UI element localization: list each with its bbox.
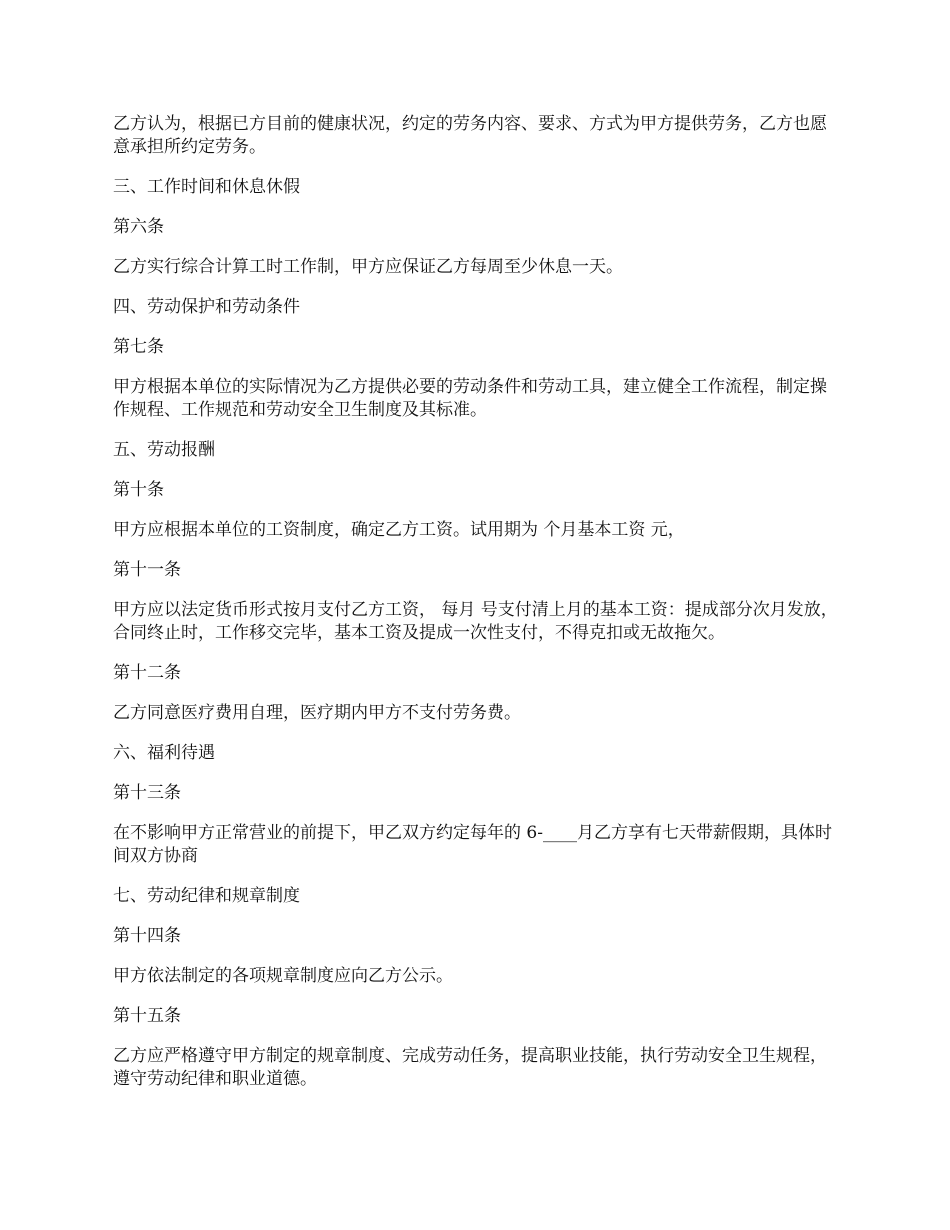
article-15-text: 乙方应严格遵守甲方制定的规章制度、完成劳动任务，提高职业技能，执行劳动安全卫生规程，遵守劳动纪律和职业道德。	[113, 1046, 827, 1089]
article-10-heading: 第十条	[113, 480, 164, 500]
article-7-text: 甲方根据本单位的实际情况为乙方提供必要的劳动条件和劳动工具，建立健全工作流程，制定操作规程、工作规范和劳动安全卫生制度及其标准。	[113, 377, 827, 420]
article-14-heading: 第十四条	[113, 926, 181, 946]
section-heading-working-hours: 三、工作时间和休息休假	[113, 177, 300, 197]
section-heading-welfare: 六、福利待遇	[113, 743, 215, 763]
article-13-text: 在不影响甲方正常营业的前提下，甲乙双方约定每年的 6-____月乙方享有七天带薪假期，具体时间双方协商	[113, 823, 832, 866]
section-heading-remuneration: 五、劳动报酬	[113, 440, 215, 460]
paragraph-health-statement: 乙方认为，根据已方目前的健康状况，约定的劳务内容、要求、方式为甲方提供劳务，乙方也愿意承担所约定劳务。	[113, 114, 827, 157]
article-6-heading: 第六条	[113, 217, 164, 237]
section-heading-labor-protection: 四、劳动保护和劳动条件	[113, 297, 300, 317]
section-heading-discipline: 七、劳动纪律和规章制度	[113, 886, 300, 906]
article-13-heading: 第十三条	[113, 783, 181, 803]
article-6-text: 乙方实行综合计算工时工作制，甲方应保证乙方每周至少休息一天。	[113, 257, 623, 277]
article-11-text: 甲方应以法定货币形式按月支付乙方工资， 每月 号支付清上月的基本工资：提成部分次月发放，合同终止时，工作移交完毕，基本工资及提成一次性支付，不得克扣或无故拖欠。	[113, 600, 838, 643]
article-15-heading: 第十五条	[113, 1006, 181, 1026]
article-14-text: 甲方依法制定的各项规章制度应向乙方公示。	[113, 966, 453, 986]
document-page	[113, 113, 843, 1108]
article-12-heading: 第十二条	[113, 663, 181, 683]
article-11-heading: 第十一条	[113, 560, 181, 580]
article-7-heading: 第七条	[113, 337, 164, 357]
article-12-text: 乙方同意医疗费用自理，医疗期内甲方不支付劳务费。	[113, 703, 521, 723]
article-10-text: 甲方应根据本单位的工资制度，确定乙方工资。试用期为 个月基本工资 元，	[113, 520, 685, 540]
